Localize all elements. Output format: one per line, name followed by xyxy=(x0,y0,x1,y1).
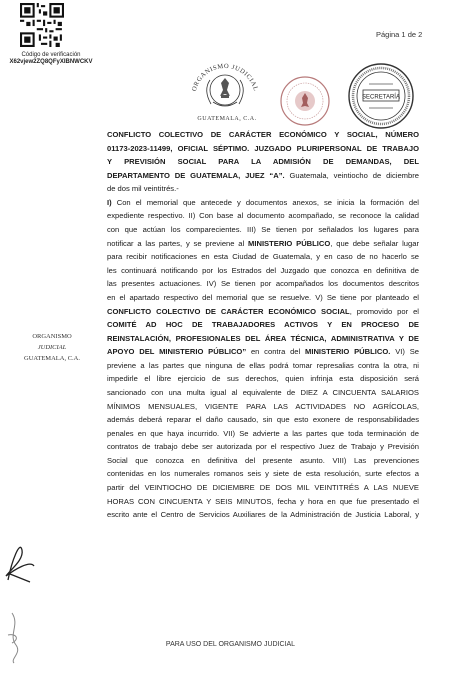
body-line: para recibir notificaciones en esta Ciudad de Guatemala, y en caso de no hacerlo se xyxy=(107,252,419,262)
organismo-judicial-logo xyxy=(183,50,268,125)
secretaria-seal-icon xyxy=(347,62,415,130)
body-line: les continuará notificando por los Estrados del Juzgado que conozca en definitiva de xyxy=(107,265,419,275)
body-line: CONFLICTO COLECTIVO DE CARÁCTER ECONÓMICO Y SOCIAL, NÚMERO xyxy=(107,130,419,139)
body-line: APOYO DEL MINISTERIO PÚBLICO” en contra del MINISTERIO PÚBLICO. VI) Se xyxy=(107,347,419,357)
body-line: de dos mil veintitrés.- xyxy=(107,184,179,194)
body-line: las presentes actuaciones. IV) Se tienen por acompañados los documentos descritos xyxy=(107,279,419,289)
page-number: Página 1 de 2 xyxy=(376,30,423,39)
logo-city-text: GUATEMALA, C.A. xyxy=(197,116,257,122)
body-line: penales en que haya incurrido. VII) Se advierte a las partes que toda terminación de xyxy=(107,428,419,438)
qr-code xyxy=(20,3,64,47)
body-line: con que actúan los comparecientes. III) Se tienen por señalados los lugares para xyxy=(107,225,419,235)
court-seal-icon xyxy=(279,75,331,127)
verification-label: Código de verificación xyxy=(21,52,81,58)
signature-mark-1 xyxy=(0,530,40,590)
body-line: Social que conozca en definitiva del presente asunto. VIII) Las prevenciones xyxy=(107,455,419,465)
body-line: DEPARTAMENTO DE GUATEMALA, JUEZ “A”. Guatemala, veintiocho de diciembre xyxy=(107,170,419,180)
footer-text: PARA USO DEL ORGANISMO JUDICIAL xyxy=(165,641,296,648)
stamp-line-3: GUATEMALA, C.A. xyxy=(24,355,80,362)
body-line: en el apartado respectivo del memorial que se resuelve. V) Se tiene por planteado el xyxy=(107,292,419,302)
body-line: REINSTALACIÓN, PROFESIONALES DEL ÁREA TÉCNICA, ADMINISTRATIVA Y DE xyxy=(107,333,419,343)
body-line: partir del VEINTIOCHO DE DICIEMBRE DE DOS MIL VEINTITRÉS A LAS NUEVE xyxy=(107,483,419,493)
body-line: además deberá reparar el daño causado, sin que esto exonere de responsabilidades xyxy=(107,415,419,425)
verification-code: X62vjew2ZQ8QFyXIBNWCKV xyxy=(9,59,93,65)
body-line: I) Con el memorial que antecede y documentos anexos, se inicia la formación del xyxy=(107,197,419,207)
logo-arc-text: ORGANISMO JUDICIAL xyxy=(190,62,260,93)
resolution-body xyxy=(107,128,419,522)
verification-caption xyxy=(6,52,96,66)
body-line: CONFLICTO COLECTIVO DE CARÁCTER ECONÓMICO SOCIAL, promovido por el xyxy=(107,306,419,316)
body-line: Y PREVISIÓN SOCIAL PARA LA ADMISIÓN DE DEMANDAS, DEL xyxy=(107,157,419,167)
body-line: notificar a las partes, y se previene al MINISTERIO PÚBLICO, que debe señalar lugar xyxy=(107,238,419,248)
body-line: HORAS CON CINCUENTA Y SEIS MINUTOS, fecha y hora en que fue presentado el xyxy=(107,496,419,506)
body-line: expediente respectivo. II) Con base al documento acompañado, se reconoce la calidad xyxy=(107,211,419,221)
body-line: 01173-2023-11499, OFICIAL SÉPTIMO. JUZGADO PLURIPERSONAL DE TRABAJO xyxy=(107,143,419,153)
organismo-stamp xyxy=(17,331,87,364)
body-line: contratos de trabajo debe ser autorizada por el respectivo Juez de Trabajo y Previsión xyxy=(107,442,419,452)
body-line: escrito ante el Centro de Servicios Auxiliares de la Administración de Justicia Laboral, y xyxy=(107,510,419,520)
body-line: COMITÉ AD HOC DE TRABAJADORES ACTIVOS Y EN PROCESO DE xyxy=(107,320,419,330)
body-line: sancionado con una multa igual al equivalente de DIEZ A CINCUENTA SALARIOS xyxy=(107,387,419,397)
secretaria-label: SECRETARÍA xyxy=(362,94,400,101)
body-line: MÍNIMOS MENSUALES, VIGENTE PARA LAS ACTIVIDADES NO AGRÍCOLAS, xyxy=(107,401,419,411)
body-line: impedirle el libre ejercicio de sus derechos, quien infrinja esta disposición será xyxy=(107,374,419,384)
body-line: contenidas en los numerales romanos seis y siete de esta resolución, surte efectos a xyxy=(107,469,419,479)
body-line: previene a las partes que ninguna de ellas podrá tomar represalias contra la otra, ni xyxy=(107,360,419,370)
signature-mark-2 xyxy=(2,605,32,665)
stamp-line-2: JUDICIAL xyxy=(37,344,67,351)
stamp-line-1: ORGANISMO xyxy=(32,333,72,340)
